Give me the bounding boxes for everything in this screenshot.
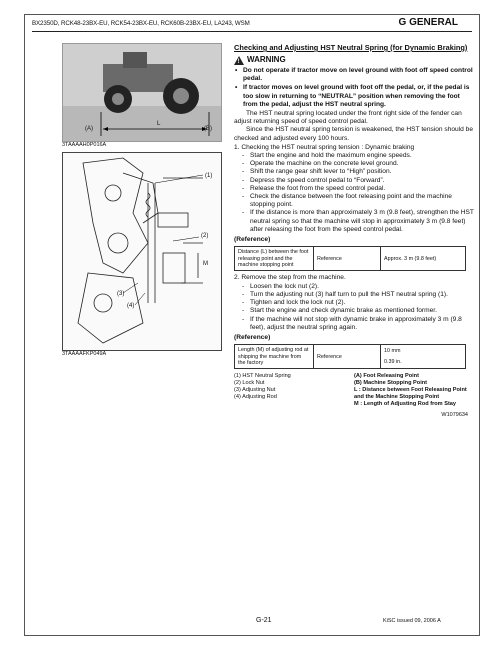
warning-list	[234, 67, 474, 109]
legend	[234, 373, 474, 408]
reference-heading: (Reference)	[234, 333, 271, 341]
list-item: - Tighten and lock the lock nut (2).	[250, 299, 474, 307]
list-item: - Release the foot from the speed control pedal.	[250, 185, 474, 193]
list-item: - Turn the adjusting nut (3) half turn to pull the HST neutral spring (1).	[250, 291, 474, 299]
legend-item: L : Distance between Foot Releasing Point and the Machine Stopping Point	[354, 387, 467, 401]
legend-item: M : Length of Adjusting Rod from Stay	[354, 401, 457, 408]
label-2: (2)	[201, 233, 209, 239]
ref-label: Distance (L) between the foot releasing point and the machine stopping point	[235, 247, 314, 271]
procedure-title: Checking and Adjusting HST Neutral Spring (for Dynamic Braking)	[234, 43, 468, 52]
step-2: 2. Remove the step from the machine.	[234, 274, 346, 282]
label-l: L	[157, 121, 161, 127]
legend-right	[354, 373, 472, 408]
reference-table-1	[234, 246, 466, 271]
label-3: (3)	[117, 291, 125, 297]
legend-left	[234, 373, 354, 408]
list-item: - Operate the machine on the concrete level ground.	[250, 160, 474, 168]
spring-diagram	[62, 152, 222, 351]
legend-item: (3) Adjusting Nut	[234, 387, 276, 394]
ref-value-in: 0.39 in.	[381, 357, 466, 369]
list-item: - Start the engine and hold the maximum engine speeds.	[250, 152, 474, 160]
figure2-caption: 3TAAAAFKP049A	[62, 351, 107, 357]
warning-icon	[234, 56, 244, 65]
linkage-drawing	[63, 153, 221, 350]
legend-item: (2) Lock Nut	[234, 380, 265, 387]
section-title: G GENERAL	[398, 17, 458, 28]
paragraph: The HST neutral spring located under the front right side of the fender can adjust returning speed of speed control pedal.	[234, 110, 462, 126]
list-item: - If the distance is more than approximately 3 m (9.8 feet), strengthen the HST neutral spring so that the machine will stop in approximately 3 m (9.8 feet) after releasing the foot from the speed control pedal.	[250, 209, 474, 234]
tractor-photo	[62, 43, 222, 142]
list-item: - Check the distance between the foot releasing point and the machine stopping point.	[250, 193, 474, 209]
step-2-list	[234, 283, 474, 332]
ref-label: Length (M) of adjusting rod at shipping the machine from the factory	[235, 345, 314, 369]
ref-type: Reference	[314, 345, 381, 369]
reference-table-2	[234, 344, 466, 369]
legend-item: (A) Foot Releasing Point	[354, 373, 419, 380]
ref-type: Reference	[314, 247, 381, 271]
step-1: 1. Checking the HST neutral spring tension : Dynamic braking	[234, 143, 415, 151]
label-1: (1)	[205, 173, 213, 179]
warning-heading	[234, 56, 474, 65]
header-models: BX2350D, RCK48-23BX-EU, RCK54-23BX-EU, RCK60B-23BX-EU, LA243, WSM	[32, 20, 250, 27]
legend-item: (4) Adjusting Rod	[234, 394, 277, 401]
reference-heading: (Reference)	[234, 236, 271, 244]
warning-item: • Do not operate if tractor move on level ground with foot off speed control pedal.	[243, 67, 474, 83]
label-m: M	[203, 261, 208, 267]
issue-note: KiSC issued 09, 2006 A	[383, 618, 441, 624]
header-rule	[32, 31, 472, 32]
legend-item: (1) HST Neutral Spring	[234, 373, 291, 380]
ref-value-mm: 10 mm	[381, 345, 466, 357]
page-number: G-21	[256, 617, 272, 624]
label-4: (4)	[127, 303, 135, 309]
list-item: - Start the engine and check dynamic brake as mentioned former.	[250, 307, 474, 315]
warning-label: WARNING	[247, 55, 286, 65]
label-a: (A)	[85, 126, 93, 132]
document-code: W1079634	[441, 412, 468, 419]
list-item: - If the machine will not stop with dynamic brake in approximately 3 m (9.8 feet), adjust the neutral spring again.	[250, 316, 474, 332]
ref-value: Approx. 3 m (9.8 feet)	[381, 247, 466, 271]
warning-item: • If tractor moves on level ground with foot off the pedal, or, if the pedal is too slow in returning to “NEUTRAL” position when removing the foot from the pedal, adjust the HST neutral spring.	[243, 84, 474, 109]
list-item: - Loosen the lock nut (2).	[250, 283, 474, 291]
procedure-column	[234, 43, 474, 420]
paragraph: Since the HST neutral spring tension is weakened, the HST tension should be checked and adjusted every 100 hours.	[234, 126, 474, 142]
list-item: - Depress the speed control pedal to “Forward”.	[250, 177, 474, 185]
step-1-list	[234, 152, 474, 234]
list-item: - Shift the range gear shift lever to “High” position.	[250, 168, 474, 176]
figure1-caption: 3TAAAAH0P016A	[62, 142, 107, 148]
legend-item: (B) Machine Stopping Point	[354, 380, 428, 387]
label-b: (B)	[204, 126, 212, 132]
